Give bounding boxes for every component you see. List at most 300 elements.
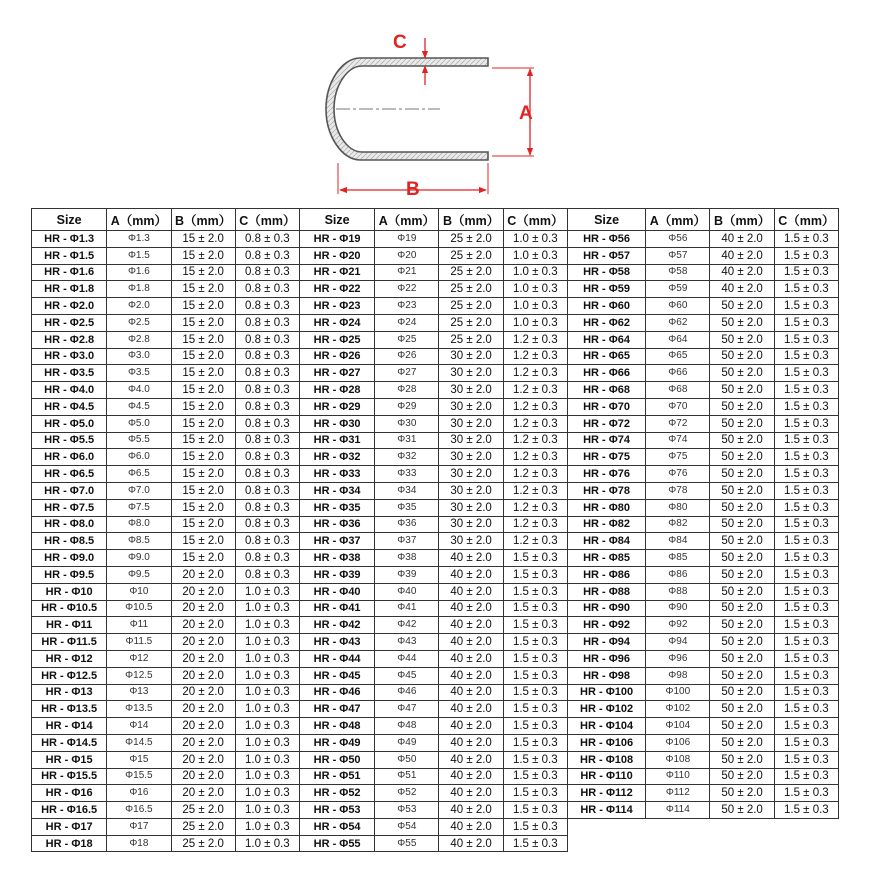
b-cell: 40 ± 2.0: [439, 667, 503, 684]
c-cell: 0.8 ± 0.3: [235, 566, 299, 583]
a-cell: Φ46: [375, 684, 439, 701]
b-cell: 15 ± 2.0: [171, 382, 235, 399]
a-cell: Φ49: [375, 734, 439, 751]
c-cell: 1.5 ± 0.3: [774, 298, 838, 315]
a-cell: Φ52: [375, 785, 439, 802]
a-cell: Φ32: [375, 449, 439, 466]
c-cell: 0.8 ± 0.3: [235, 550, 299, 567]
size-cell: HR - Φ35: [299, 499, 374, 516]
a-cell: Φ14.5: [107, 734, 171, 751]
c-cell: 1.5 ± 0.3: [503, 634, 567, 651]
b-cell: 30 ± 2.0: [439, 432, 503, 449]
size-cell: HR - Φ52: [299, 785, 374, 802]
size-cell: HR - Φ14.5: [32, 734, 107, 751]
c-cell: 0.8 ± 0.3: [235, 516, 299, 533]
a-cell: Φ62: [646, 314, 710, 331]
b-cell: 30 ± 2.0: [439, 516, 503, 533]
a-cell: Φ65: [646, 348, 710, 365]
table-row: [32, 634, 839, 651]
b-cell: 50 ± 2.0: [710, 382, 774, 399]
cap-dimension-diagram: [0, 0, 870, 205]
header-size: Size: [32, 209, 107, 231]
size-cell: HR - Φ94: [567, 634, 645, 651]
a-cell: Φ76: [646, 466, 710, 483]
b-cell: 20 ± 2.0: [171, 684, 235, 701]
size-cell: HR - Φ11: [32, 617, 107, 634]
table-row: [32, 550, 839, 567]
b-cell: 30 ± 2.0: [439, 449, 503, 466]
a-cell: Φ2.5: [107, 314, 171, 331]
b-cell: 25 ± 2.0: [171, 835, 235, 852]
empty-cell: [646, 835, 710, 852]
a-cell: Φ42: [375, 617, 439, 634]
a-cell: Φ45: [375, 667, 439, 684]
empty-cell: [646, 818, 710, 835]
table-row: [32, 533, 839, 550]
a-cell: Φ30: [375, 415, 439, 432]
b-cell: 40 ± 2.0: [439, 785, 503, 802]
size-cell: HR - Φ1.5: [32, 247, 107, 264]
empty-cell: [710, 835, 774, 852]
a-cell: Φ40: [375, 583, 439, 600]
size-cell: HR - Φ49: [299, 734, 374, 751]
a-cell: Φ1.5: [107, 247, 171, 264]
c-cell: 1.5 ± 0.3: [774, 482, 838, 499]
b-cell: 15 ± 2.0: [171, 298, 235, 315]
a-cell: Φ80: [646, 499, 710, 516]
c-cell: 1.5 ± 0.3: [503, 550, 567, 567]
c-cell: 1.0 ± 0.3: [235, 768, 299, 785]
b-cell: 40 ± 2.0: [439, 768, 503, 785]
c-cell: 1.5 ± 0.3: [774, 634, 838, 651]
size-cell: HR - Φ58: [567, 264, 645, 281]
size-cell: HR - Φ50: [299, 751, 374, 768]
c-cell: 1.5 ± 0.3: [503, 818, 567, 835]
c-cell: 1.2 ± 0.3: [503, 499, 567, 516]
b-cell: 30 ± 2.0: [439, 482, 503, 499]
b-cell: 15 ± 2.0: [171, 281, 235, 298]
size-cell: HR - Φ9.0: [32, 550, 107, 567]
c-cell: 1.5 ± 0.3: [774, 281, 838, 298]
b-cell: 50 ± 2.0: [710, 533, 774, 550]
a-cell: Φ112: [646, 785, 710, 802]
size-cell: HR - Φ84: [567, 533, 645, 550]
size-cell: HR - Φ18: [32, 835, 107, 852]
b-cell: 20 ± 2.0: [171, 634, 235, 651]
a-cell: Φ57: [646, 247, 710, 264]
a-cell: Φ39: [375, 566, 439, 583]
size-cell: HR - Φ78: [567, 482, 645, 499]
a-cell: Φ43: [375, 634, 439, 651]
a-cell: Φ21: [375, 264, 439, 281]
c-cell: 1.5 ± 0.3: [774, 432, 838, 449]
c-cell: 1.5 ± 0.3: [774, 667, 838, 684]
b-cell: 20 ± 2.0: [171, 617, 235, 634]
a-cell: Φ6.0: [107, 449, 171, 466]
size-cell: HR - Φ46: [299, 684, 374, 701]
b-cell: 20 ± 2.0: [171, 667, 235, 684]
a-cell: Φ110: [646, 768, 710, 785]
size-cell: HR - Φ8.5: [32, 533, 107, 550]
a-cell: Φ4.5: [107, 398, 171, 415]
c-cell: 1.2 ± 0.3: [503, 348, 567, 365]
a-cell: Φ8.5: [107, 533, 171, 550]
a-cell: Φ34: [375, 482, 439, 499]
b-cell: 30 ± 2.0: [439, 533, 503, 550]
size-cell: HR - Φ31: [299, 432, 374, 449]
size-spec-table: [31, 208, 839, 852]
empty-cell: [774, 835, 838, 852]
a-cell: Φ88: [646, 583, 710, 600]
size-cell: HR - Φ82: [567, 516, 645, 533]
a-cell: Φ100: [646, 684, 710, 701]
c-cell: 1.0 ± 0.3: [503, 247, 567, 264]
a-cell: Φ26: [375, 348, 439, 365]
table-row: [32, 466, 839, 483]
header-a: A（mm）: [375, 209, 439, 231]
b-cell: 40 ± 2.0: [439, 734, 503, 751]
size-cell: HR - Φ2.0: [32, 298, 107, 315]
b-cell: 50 ± 2.0: [710, 617, 774, 634]
a-cell: Φ96: [646, 650, 710, 667]
size-cell: HR - Φ3.5: [32, 365, 107, 382]
c-cell: 1.5 ± 0.3: [774, 415, 838, 432]
b-cell: 15 ± 2.0: [171, 314, 235, 331]
b-cell: 40 ± 2.0: [439, 818, 503, 835]
b-cell: 20 ± 2.0: [171, 600, 235, 617]
size-cell: HR - Φ40: [299, 583, 374, 600]
c-cell: 1.5 ± 0.3: [503, 718, 567, 735]
c-cell: 0.8 ± 0.3: [235, 348, 299, 365]
b-cell: 15 ± 2.0: [171, 247, 235, 264]
a-cell: Φ14: [107, 718, 171, 735]
empty-cell: [710, 818, 774, 835]
a-cell: Φ84: [646, 533, 710, 550]
header-b: B（mm）: [439, 209, 503, 231]
size-cell: HR - Φ88: [567, 583, 645, 600]
table-row: [32, 314, 839, 331]
table-row: [32, 449, 839, 466]
table-row: [32, 499, 839, 516]
c-cell: 1.0 ± 0.3: [235, 600, 299, 617]
size-cell: HR - Φ38: [299, 550, 374, 567]
b-cell: 40 ± 2.0: [710, 281, 774, 298]
b-cell: 40 ± 2.0: [439, 701, 503, 718]
b-cell: 20 ± 2.0: [171, 650, 235, 667]
size-cell: HR - Φ114: [567, 802, 645, 819]
a-cell: Φ66: [646, 365, 710, 382]
b-cell: 50 ± 2.0: [710, 802, 774, 819]
c-cell: 1.5 ± 0.3: [774, 231, 838, 248]
size-cell: HR - Φ16: [32, 785, 107, 802]
c-cell: 1.5 ± 0.3: [503, 566, 567, 583]
b-cell: 30 ± 2.0: [439, 466, 503, 483]
size-cell: HR - Φ41: [299, 600, 374, 617]
size-cell: HR - Φ90: [567, 600, 645, 617]
a-cell: Φ23: [375, 298, 439, 315]
c-cell: 1.5 ± 0.3: [774, 516, 838, 533]
b-cell: 50 ± 2.0: [710, 365, 774, 382]
size-cell: HR - Φ15.5: [32, 768, 107, 785]
b-cell: 15 ± 2.0: [171, 466, 235, 483]
b-cell: 50 ± 2.0: [710, 785, 774, 802]
c-cell: 1.5 ± 0.3: [503, 667, 567, 684]
c-cell: 1.5 ± 0.3: [774, 802, 838, 819]
size-cell: HR - Φ6.0: [32, 449, 107, 466]
size-cell: HR - Φ11.5: [32, 634, 107, 651]
b-cell: 40 ± 2.0: [439, 550, 503, 567]
table-row: [32, 281, 839, 298]
c-cell: 1.5 ± 0.3: [774, 650, 838, 667]
c-cell: 1.5 ± 0.3: [503, 617, 567, 634]
size-cell: HR - Φ7.5: [32, 499, 107, 516]
b-cell: 30 ± 2.0: [439, 398, 503, 415]
a-cell: Φ31: [375, 432, 439, 449]
size-cell: HR - Φ72: [567, 415, 645, 432]
b-cell: 50 ± 2.0: [710, 634, 774, 651]
a-cell: Φ75: [646, 449, 710, 466]
b-cell: 25 ± 2.0: [171, 818, 235, 835]
b-cell: 40 ± 2.0: [439, 617, 503, 634]
b-cell: 40 ± 2.0: [439, 650, 503, 667]
b-cell: 40 ± 2.0: [710, 264, 774, 281]
c-cell: 0.8 ± 0.3: [235, 264, 299, 281]
a-cell: Φ36: [375, 516, 439, 533]
size-cell: HR - Φ39: [299, 566, 374, 583]
c-cell: 1.0 ± 0.3: [503, 231, 567, 248]
b-cell: 25 ± 2.0: [439, 281, 503, 298]
header-b: B（mm）: [171, 209, 235, 231]
c-cell: 1.0 ± 0.3: [235, 583, 299, 600]
b-cell: 25 ± 2.0: [439, 331, 503, 348]
table-row: [32, 231, 839, 248]
b-cell: 50 ± 2.0: [710, 650, 774, 667]
b-cell: 30 ± 2.0: [439, 499, 503, 516]
c-cell: 1.5 ± 0.3: [774, 566, 838, 583]
table-row: [32, 667, 839, 684]
a-cell: Φ8.0: [107, 516, 171, 533]
size-cell: HR - Φ57: [567, 247, 645, 264]
c-cell: 1.5 ± 0.3: [503, 701, 567, 718]
c-cell: 1.2 ± 0.3: [503, 466, 567, 483]
a-cell: Φ70: [646, 398, 710, 415]
a-cell: Φ12.5: [107, 667, 171, 684]
b-cell: 40 ± 2.0: [439, 634, 503, 651]
a-cell: Φ6.5: [107, 466, 171, 483]
b-cell: 20 ± 2.0: [171, 718, 235, 735]
table-row: [32, 718, 839, 735]
b-cell: 15 ± 2.0: [171, 550, 235, 567]
table-row: [32, 650, 839, 667]
c-cell: 0.8 ± 0.3: [235, 499, 299, 516]
b-cell: 20 ± 2.0: [171, 566, 235, 583]
b-cell: 40 ± 2.0: [439, 835, 503, 852]
size-cell: HR - Φ24: [299, 314, 374, 331]
c-cell: 0.8 ± 0.3: [235, 382, 299, 399]
a-cell: Φ7.5: [107, 499, 171, 516]
b-cell: 40 ± 2.0: [439, 751, 503, 768]
size-cell: HR - Φ106: [567, 734, 645, 751]
b-cell: 30 ± 2.0: [439, 382, 503, 399]
table-row: [32, 566, 839, 583]
a-cell: Φ18: [107, 835, 171, 852]
c-cell: 1.5 ± 0.3: [774, 365, 838, 382]
a-cell: Φ38: [375, 550, 439, 567]
header-a: A（mm）: [646, 209, 710, 231]
a-cell: Φ5.5: [107, 432, 171, 449]
b-cell: 50 ± 2.0: [710, 398, 774, 415]
empty-cell: [774, 818, 838, 835]
size-cell: HR - Φ7.0: [32, 482, 107, 499]
c-cell: 1.2 ± 0.3: [503, 331, 567, 348]
c-cell: 1.5 ± 0.3: [774, 382, 838, 399]
b-cell: 15 ± 2.0: [171, 264, 235, 281]
size-cell: HR - Φ68: [567, 382, 645, 399]
c-cell: 1.5 ± 0.3: [774, 785, 838, 802]
b-cell: 15 ± 2.0: [171, 348, 235, 365]
b-cell: 50 ± 2.0: [710, 734, 774, 751]
table-row: [32, 482, 839, 499]
a-cell: Φ28: [375, 382, 439, 399]
b-cell: 20 ± 2.0: [171, 734, 235, 751]
a-cell: Φ16.5: [107, 802, 171, 819]
size-cell: HR - Φ8.0: [32, 516, 107, 533]
c-cell: 1.2 ± 0.3: [503, 382, 567, 399]
size-cell: HR - Φ13: [32, 684, 107, 701]
a-cell: Φ11.5: [107, 634, 171, 651]
a-cell: Φ9.0: [107, 550, 171, 567]
size-cell: HR - Φ92: [567, 617, 645, 634]
a-cell: Φ17: [107, 818, 171, 835]
b-cell: 50 ± 2.0: [710, 499, 774, 516]
table-row: [32, 432, 839, 449]
size-cell: HR - Φ3.0: [32, 348, 107, 365]
size-cell: HR - Φ15: [32, 751, 107, 768]
c-cell: 0.8 ± 0.3: [235, 314, 299, 331]
a-cell: Φ15.5: [107, 768, 171, 785]
b-cell: 50 ± 2.0: [710, 348, 774, 365]
size-cell: HR - Φ112: [567, 785, 645, 802]
size-cell: HR - Φ43: [299, 634, 374, 651]
c-cell: 1.5 ± 0.3: [774, 751, 838, 768]
a-cell: Φ25: [375, 331, 439, 348]
c-cell: 1.5 ± 0.3: [503, 600, 567, 617]
c-cell: 1.0 ± 0.3: [503, 298, 567, 315]
a-cell: Φ37: [375, 533, 439, 550]
c-cell: 1.0 ± 0.3: [235, 718, 299, 735]
b-cell: 15 ± 2.0: [171, 415, 235, 432]
size-cell: HR - Φ44: [299, 650, 374, 667]
c-cell: 1.2 ± 0.3: [503, 482, 567, 499]
size-cell: HR - Φ98: [567, 667, 645, 684]
size-cell: HR - Φ12: [32, 650, 107, 667]
a-cell: Φ60: [646, 298, 710, 315]
a-cell: Φ9.5: [107, 566, 171, 583]
c-cell: 0.8 ± 0.3: [235, 247, 299, 264]
c-cell: 0.8 ± 0.3: [235, 449, 299, 466]
table-row: [32, 617, 839, 634]
size-cell: HR - Φ45: [299, 667, 374, 684]
c-cell: 0.8 ± 0.3: [235, 331, 299, 348]
c-cell: 1.5 ± 0.3: [503, 835, 567, 852]
table-row: [32, 583, 839, 600]
b-cell: 40 ± 2.0: [439, 802, 503, 819]
size-cell: HR - Φ1.8: [32, 281, 107, 298]
c-cell: 1.5 ± 0.3: [774, 348, 838, 365]
b-cell: 15 ± 2.0: [171, 231, 235, 248]
a-cell: Φ86: [646, 566, 710, 583]
b-cell: 25 ± 2.0: [439, 314, 503, 331]
a-cell: Φ3.5: [107, 365, 171, 382]
empty-cell: [567, 835, 645, 852]
size-cell: HR - Φ19: [299, 231, 374, 248]
size-cell: HR - Φ96: [567, 650, 645, 667]
a-cell: Φ10: [107, 583, 171, 600]
c-cell: 1.2 ± 0.3: [503, 516, 567, 533]
c-cell: 1.2 ± 0.3: [503, 432, 567, 449]
b-cell: 15 ± 2.0: [171, 432, 235, 449]
c-cell: 1.0 ± 0.3: [503, 264, 567, 281]
b-cell: 50 ± 2.0: [710, 466, 774, 483]
header-a: A（mm）: [107, 209, 171, 231]
c-cell: 1.5 ± 0.3: [774, 617, 838, 634]
a-cell: Φ58: [646, 264, 710, 281]
a-cell: Φ108: [646, 751, 710, 768]
a-cell: Φ106: [646, 734, 710, 751]
b-cell: 30 ± 2.0: [439, 365, 503, 382]
c-cell: 1.5 ± 0.3: [774, 583, 838, 600]
b-cell: 50 ± 2.0: [710, 314, 774, 331]
a-cell: Φ72: [646, 415, 710, 432]
table-row: [32, 365, 839, 382]
size-cell: HR - Φ64: [567, 331, 645, 348]
size-cell: HR - Φ66: [567, 365, 645, 382]
c-cell: 1.5 ± 0.3: [503, 734, 567, 751]
b-cell: 50 ± 2.0: [710, 667, 774, 684]
table-row: [32, 835, 839, 852]
a-cell: Φ11: [107, 617, 171, 634]
size-cell: HR - Φ20: [299, 247, 374, 264]
b-cell: 50 ± 2.0: [710, 600, 774, 617]
b-cell: 15 ± 2.0: [171, 516, 235, 533]
size-cell: HR - Φ110: [567, 768, 645, 785]
size-cell: HR - Φ108: [567, 751, 645, 768]
c-cell: 0.8 ± 0.3: [235, 432, 299, 449]
size-cell: HR - Φ30: [299, 415, 374, 432]
c-cell: 1.5 ± 0.3: [774, 701, 838, 718]
size-cell: HR - Φ16.5: [32, 802, 107, 819]
a-cell: Φ3.0: [107, 348, 171, 365]
table-row: [32, 734, 839, 751]
c-cell: 1.5 ± 0.3: [503, 802, 567, 819]
b-cell: 50 ± 2.0: [710, 718, 774, 735]
size-cell: HR - Φ9.5: [32, 566, 107, 583]
c-cell: 1.5 ± 0.3: [774, 331, 838, 348]
b-cell: 40 ± 2.0: [439, 684, 503, 701]
b-cell: 15 ± 2.0: [171, 499, 235, 516]
c-cell: 1.0 ± 0.3: [235, 734, 299, 751]
size-cell: HR - Φ36: [299, 516, 374, 533]
b-cell: 25 ± 2.0: [439, 298, 503, 315]
b-cell: 40 ± 2.0: [710, 247, 774, 264]
label-b: B: [406, 179, 420, 200]
c-cell: 1.0 ± 0.3: [235, 667, 299, 684]
size-cell: HR - Φ62: [567, 314, 645, 331]
header-c: C（mm）: [235, 209, 299, 231]
c-cell: 0.8 ± 0.3: [235, 398, 299, 415]
size-cell: HR - Φ21: [299, 264, 374, 281]
header-b: B（mm）: [710, 209, 774, 231]
